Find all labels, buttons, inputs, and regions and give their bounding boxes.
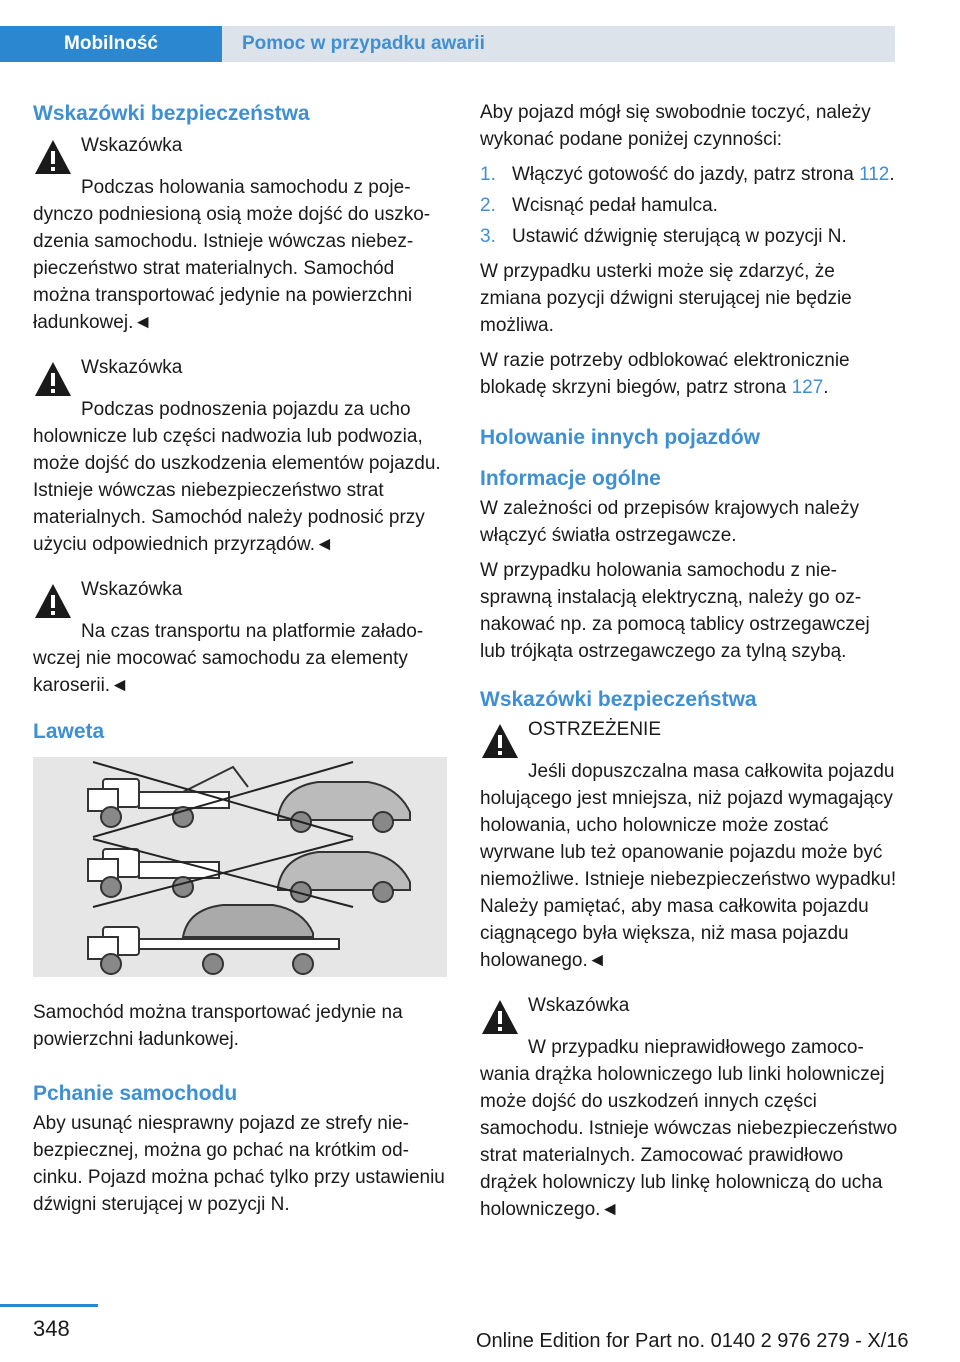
step-text: Włączyć gotowość do jazdy, patrz strona 112.: [512, 163, 895, 185]
step-number: 1.: [480, 163, 496, 185]
section-heading-holowanie: Holowanie innych pojazdów: [480, 425, 761, 449]
notice-2: [33, 355, 451, 559]
notice-title: Wskazówka: [81, 357, 183, 379]
notice-1: [33, 133, 451, 337]
notice-title: Wskazówka: [528, 995, 630, 1017]
warning-triangle-icon: [480, 721, 520, 761]
page-reference-link[interactable]: 127: [791, 376, 824, 398]
usterka-text: W przypadku usterki może się zdarzyć, że zmiana pozycji dźwigni sterującej nie będzie możliwa.: [480, 260, 852, 336]
pchanie-text: Aby usunąć niesprawny pojazd ze strefy niebezpiecznej, można go pchać na krótkim odcinku. Pojazd można pchać tylko przy ustawieniu dźwigni sterującej w pozycji N.: [33, 1113, 445, 1216]
notice-right: [480, 993, 898, 1224]
step-text: Wcisnąć pedał hamulca.: [512, 194, 718, 216]
info-text-2: W przypadku holowania samochodu z niesprawną instalacją elektryczną, należy go oznakować np. za pomocą tablicy ostrzegawczej lub trójkąta ostrzegawczego za tylną szybą.: [480, 560, 870, 663]
list-item: [480, 224, 898, 251]
subheading-informacje: Informacje ogólne: [480, 466, 661, 490]
notice-text: Podczas podnoszenia pojazdu za ucho holownicze lub części nadwozia lub podwozia, może dojść do uszkodzenia elementów pojazdu. Istnieje wówczas niebezpieczeństwo strat materialnych. Samochód należy podnosić przy użyciu odpowiednich przyrządów.◄: [33, 399, 441, 555]
step-number: 2.: [480, 194, 496, 216]
edition-text: Online Edition for Part no. 0140 2 976 279 - X/16: [476, 1330, 909, 1352]
notice-text: Jeśli dopuszczalna masa całkowita pojazdu holującego jest mniejsza, niż pojazd wymagający holowania, ucho holownicze może zostać wyrwane lub też opanowanie pojazdu może być niemożliwe. Istnieje niebezpieczeństwo wypadku! Należy pamiętać, aby masa całkowita pojazdu ciągnącego była większa, niż masa pojazdu holowanego.◄: [480, 761, 897, 972]
warning-triangle-icon: [33, 137, 73, 177]
page-number: 348: [33, 1316, 70, 1341]
tab-pomoc-w-przypadku-awarii[interactable]: Pomoc w przypadku awarii: [222, 26, 895, 62]
notice-title: Wskazówka: [81, 578, 183, 600]
notice-text: W przypadku nieprawidłowego zamocowania drążka holowniczego lub linki holowniczej może dojść do uszkodzeń innych części samochodu. Istnieje wówczas niebezpieczeństwo strat materialnych. Zamocować prawidłowo drążek holowniczy lub linkę holowniczą do ucha holowniczego.◄: [480, 1037, 898, 1220]
warning-notice: [480, 717, 898, 975]
page-reference-link[interactable]: 112: [859, 163, 890, 185]
left-column: [33, 100, 451, 1227]
laweta-caption: Samochód można transportować jedynie na powierzchni ładunkowej.: [33, 1002, 403, 1051]
warning-triangle-icon: [33, 581, 73, 621]
list-item: [480, 193, 898, 220]
notice-title: Wskazówka: [81, 135, 183, 157]
section-heading-laweta: Laweta: [33, 719, 105, 743]
notice-title: OSTRZEŻENIE: [528, 719, 662, 741]
notice-text: Podczas holowania samochodu z pojedynczo podniesioną osią może dojść do uszkodzenia samochodu. Istnieje wówczas niebezpieczeństwo strat materialnych. Samochód można transportować jedynie na powierzchni ładunkowej.◄: [33, 177, 431, 334]
tab-mobilnosc[interactable]: Mobilność: [0, 26, 222, 62]
section-heading-safety: Wskazówki bezpieczeństwa: [33, 102, 310, 125]
tow-truck-illustration: [33, 757, 447, 977]
step-text: Ustawić dźwignię sterującą w pozycji N.: [512, 225, 847, 247]
steps-list: [480, 162, 898, 251]
notice-text: Na czas transportu na platformie załadowczej nie mocować samochodu za elementy karoserii.◄: [33, 620, 424, 696]
razie-text: W razie potrzeby odblokować elektronicznie blokadę skrzyni biegów, patrz strona 127.: [480, 349, 850, 398]
list-item: [480, 162, 898, 189]
section-heading-safety-right: Wskazówki bezpieczeństwa: [480, 688, 757, 712]
page-header: [0, 0, 895, 62]
section-heading-pchanie: Pchanie samochodu: [33, 1082, 238, 1106]
warning-triangle-icon: [33, 359, 73, 399]
warning-triangle-icon: [480, 997, 520, 1037]
intro-text: Aby pojazd mógł się swobodnie toczyć, należy wykonać podane poniżej czynności:: [480, 102, 871, 150]
step-number: 3.: [480, 225, 496, 247]
footer-accent-line: [0, 1304, 98, 1307]
right-column: [480, 100, 898, 1242]
info-text-1: W zależności od przepisów krajowych należy włączyć światła ostrzegawcze.: [480, 498, 860, 547]
notice-3: [33, 577, 451, 700]
